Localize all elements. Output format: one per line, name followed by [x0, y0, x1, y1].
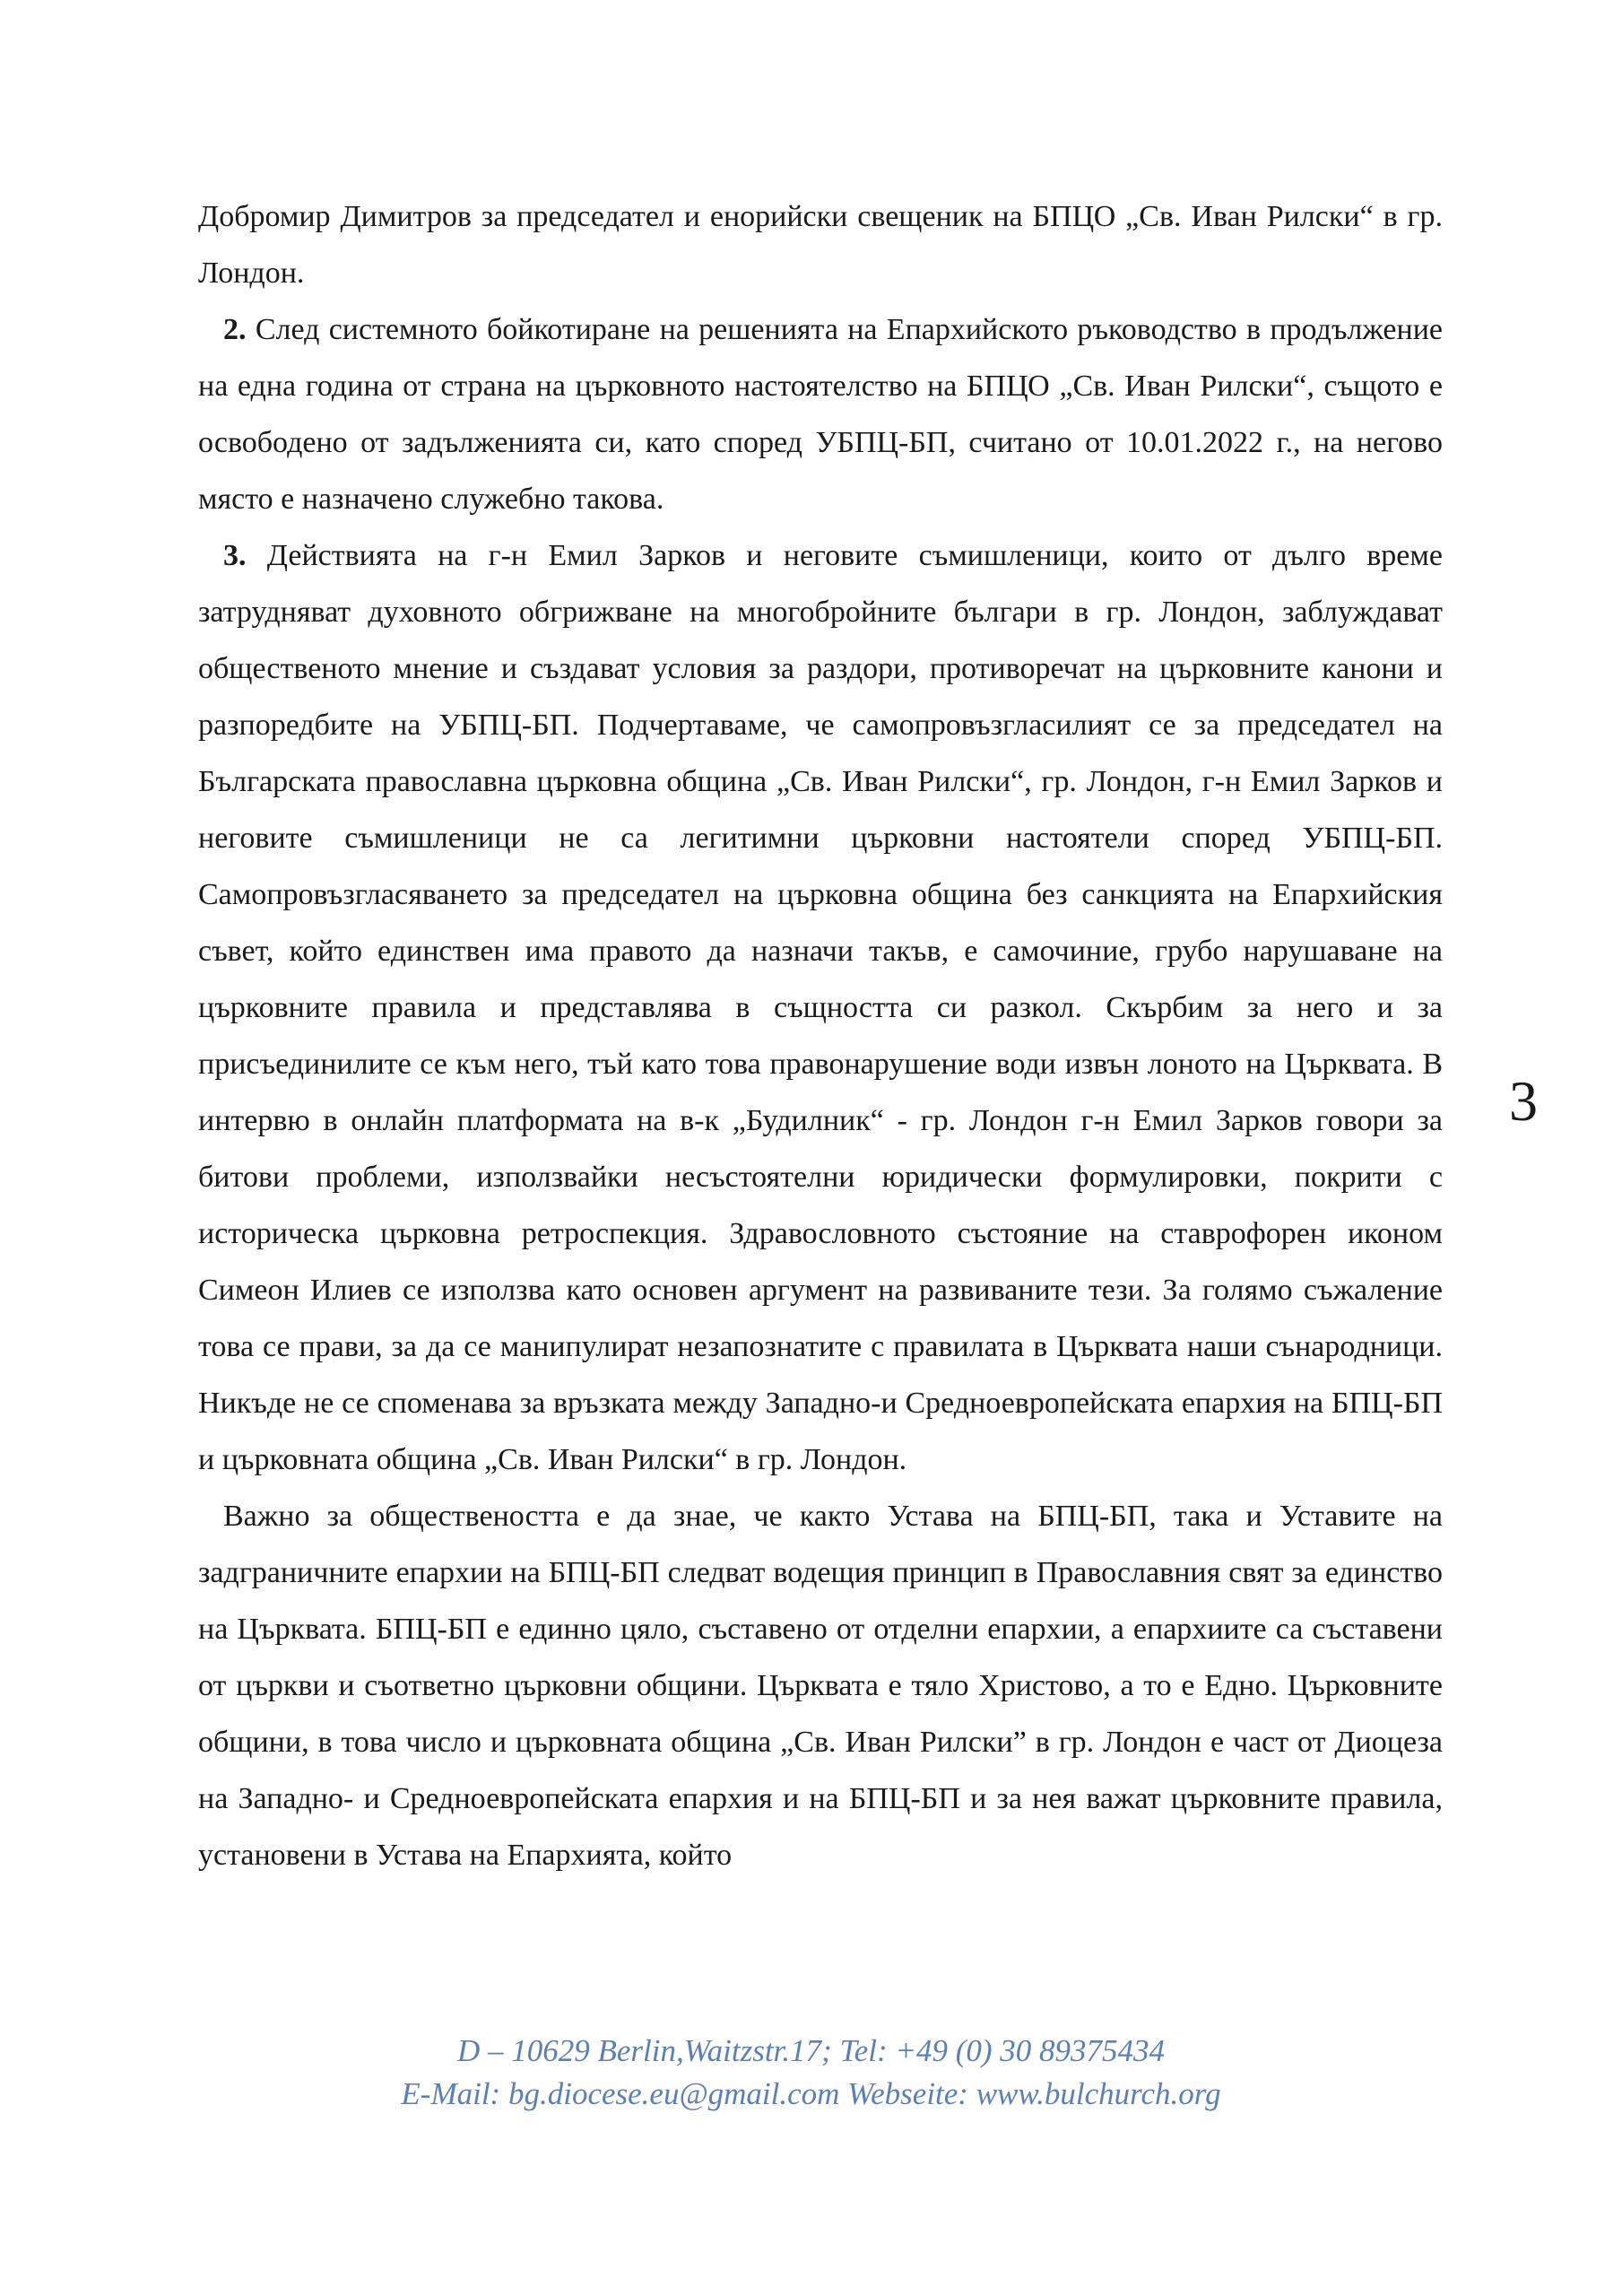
footer-contacts: E-Mail: bg.diocese.eu@gmail.com Webseite: www.bulchurch.org	[401, 2076, 1221, 2111]
item-2-number: 2.	[223, 313, 247, 346]
document-body	[198, 188, 1443, 1883]
item-3-number: 3.	[223, 539, 247, 572]
footer-address: D – 10629 Berlin,Waitzstr.17; Tel: +49 (0) 30 89375434	[456, 2033, 1166, 2068]
item-3-text: Действията на г-н Емил Зарков и неговите съмишленици, които от дълго време затрудняват духовното обгрижване на многобройните българи в гр. Лондон, заблуждават общественото мнение и създават условия за раздори, противоречат на църковните канони и разпоредбите на УБПЦ-БП. Подчертаваме, че самопровъзгласилият се за председател на Българската православна църковна община „Св. Иван Рилски“, гр. Лондон, г-н Емил Зарков и неговите съмишленици не са легитимни църковни настоятели според УБПЦ-БП. Самопровъзгласяването за председател на църковна община без санкцията на Епархийския съвет, който единствен има правото да назначи такъв, е самочиние, грубо нарушаване на църковните правила и представлява в същността си разкол. Скърбим за него и за присъединилите се към него, тъй като това правонарушение води извън лоното на Църквата. В интервю в онлайн платформата на в-к „Будилник“ - гр. Лондон г-н Емил Зарков говори за битови проблеми, използвайки несъстоятелни юридически формулировки, покрити с историческа църковна ретроспекция. Здравословното състояние на ставрофорен иконом Симеон Илиев се използва като основен аргумент на развиваните тези. За голямо съжаление това се прави, за да се манипулират незапознатите с правилата в Църквата наши сънародници. Никъде не се споменава за връзката между Западно-и Средноевропейската епархия на БПЦ-БП и църковната община „Св. Иван Рилски“ в гр. Лондон.	[198, 539, 1444, 1476]
closing-paragraph: Важно за обществеността е да знае, че както Устава на БПЦ-БП, така и Уставите на задграничните епархии на БПЦ-БП следват водещия принцип в Православния свят за единство на Църквата. БПЦ-БП е единно цяло, съставено от отделни епархии, а епархиите са съставени от църкви и съответно църковни общини. Църквата е тяло Христово, а то е Едно. Църковните общини, в това число и църковната община „Св. Иван Рилски” в гр. Лондон е част от Диоцеза на Западно- и Средноевропейската епархия и на БПЦ-БП и за нея важат църковните правила, установени в Устава на Епархията, който	[198, 1500, 1443, 1872]
item-2-paragraph	[198, 301, 1443, 527]
footer	[0, 2030, 1622, 2116]
continuation-paragraph: Добромир Димитров за председател и енорийски свещеник на БПЦО „Св. Иван Рилски“ в гр. Лондон.	[198, 200, 1443, 290]
item-3-paragraph	[198, 527, 1443, 1488]
item-2-text: След системното бойкотиране на решенията на Епархийското ръководство в продължение на една година от страна на църковното настоятелство на БПЦО „Св. Иван Рилски“, същото е освободено от задълженията си, като според УБПЦ-БП, считано от 10.01.2022 г., на негово място е назначено служебно такова.	[198, 313, 1443, 516]
page-number: 3	[1509, 1069, 1538, 1133]
